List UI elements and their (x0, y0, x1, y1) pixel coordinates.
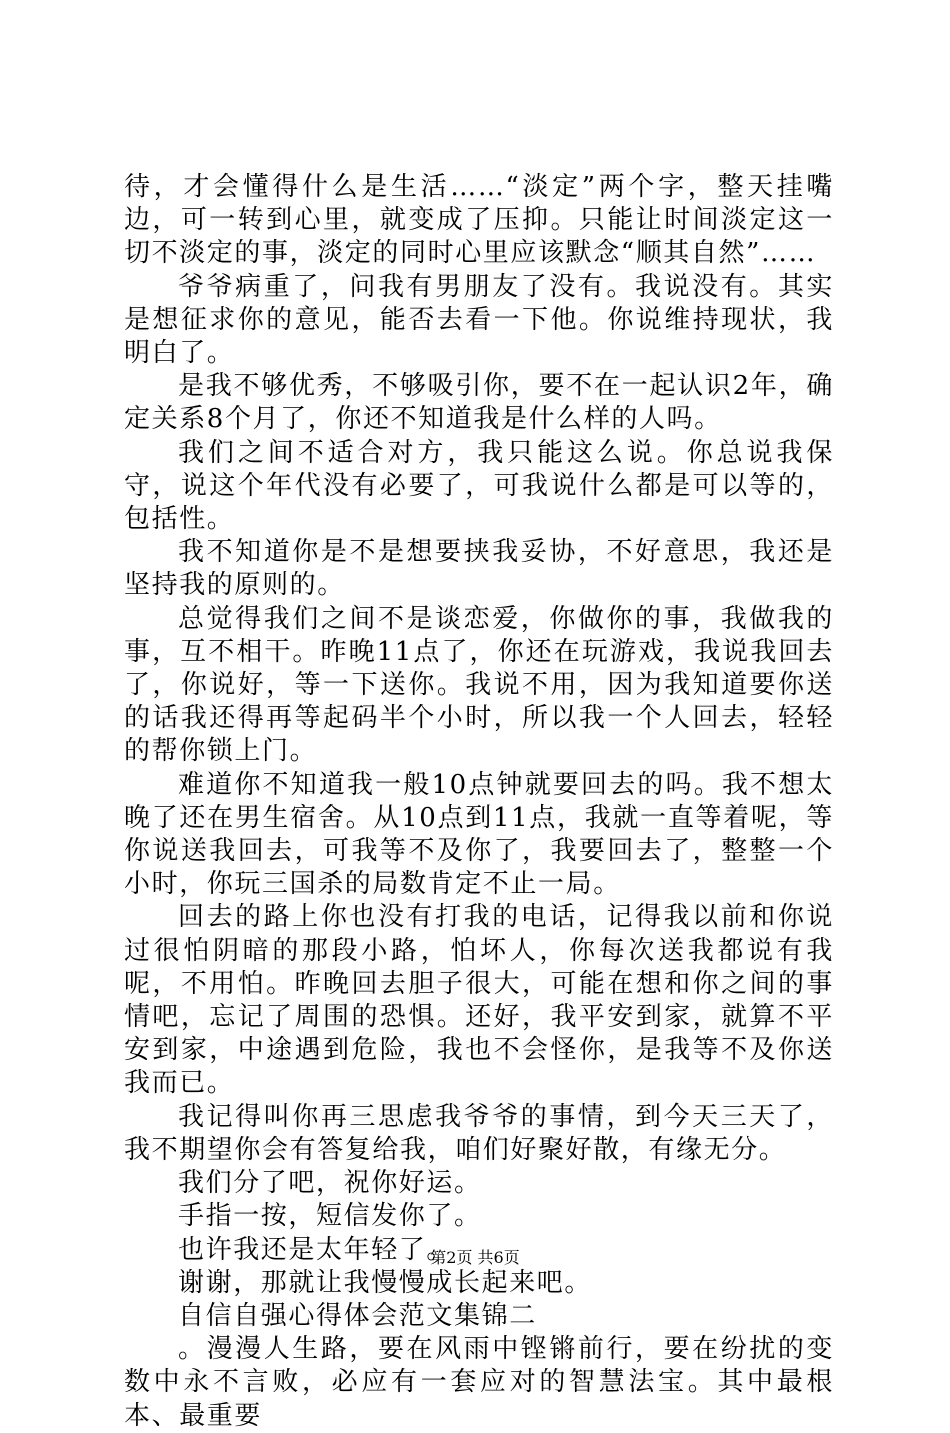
paragraph-continuation: 待，才会懂得什么是生活……“淡定”两个字，整天挂嘴边，可一转到心里，就变成了压抑。只能让时间淡定这一切不淡定的事，淡定的同时心里应该默念“顺其自然”…… (124, 172, 834, 269)
page-footer (0, 1245, 950, 1268)
paragraph: 是我不够优秀，不够吸引你，要不在一起认识2年，确定关系8个月了，你还不知道我是什么样的人吗。 (124, 371, 834, 435)
paragraph: 爷爷病重了，问我有男朋友了没有。我说没有。其实是想征求你的意见，能否去看一下他。你说维持现状，我明白了。 (124, 271, 834, 369)
paragraph: 回去的路上你也没有打我的电话，记得我以前和你说过很怕阴暗的那段小路，怕坏人，你每次送我都说有我呢，不用怕。昨晚回去胆子很大，可能在想和你之间的事情吧，忘记了周围的恐惧。还好，我平安到家，就算不平安到家，中途遇到危险，我也不会怪你，是我等不及你送我而已。 (124, 902, 834, 1099)
paragraph: 谢谢，那就让我慢慢成长起来吧。 (178, 1267, 593, 1298)
paragraph: 我们分了吧，祝你好运。 (178, 1168, 482, 1199)
paragraph: 也许我还是太年轻了。 (178, 1234, 455, 1265)
page-number-label: 第2页 共6页 (430, 1248, 520, 1267)
paragraph: 我们之间不适合对方，我只能这么说。你总说我保守，说这个年代没有必要了，可我说什么都是可以等的，包括性。 (124, 437, 834, 535)
paragraph: 我记得叫你再三思虑我爷爷的事情，到今天三天了，我不期望你会有答复给我，咱们好聚好散，有缘无分。 (124, 1101, 834, 1165)
document-body (124, 171, 834, 1433)
paragraph: 我不知道你是不是想要挟我妥协，不好意思，我还是坚持我的原则的。 (124, 537, 834, 601)
paragraph: 手指一按，短信发你了。 (178, 1201, 482, 1232)
paragraph: 总觉得我们之间不是谈恋爱，你做你的事，我做我的事，互不相干。昨晚11点了，你还在玩游戏，我说我回去了，你说好，等一下送你。我说不用，因为我知道要你送的话我还得再等起码半个小时，所以我一个人回去，轻轻的帮你锁上门。 (124, 603, 834, 767)
paragraph: 。漫漫人生路，要在风雨中铿锵前行，要在纷扰的变数中永不言败，必应有一套应对的智慧法宝。其中最根本、最重要 (124, 1334, 834, 1431)
section-heading: 自信自强心得体会范文集锦二 (178, 1300, 537, 1331)
paragraph: 难道你不知道我一般10点钟就要回去的吗。我不想太晚了还在男生宿舍。从10点到11点，我就一直等着呢，等你说送我回去，可我等不及你了，我要回去了，整整一个小时，你玩三国杀的局数肯定不止一局。 (124, 769, 834, 900)
